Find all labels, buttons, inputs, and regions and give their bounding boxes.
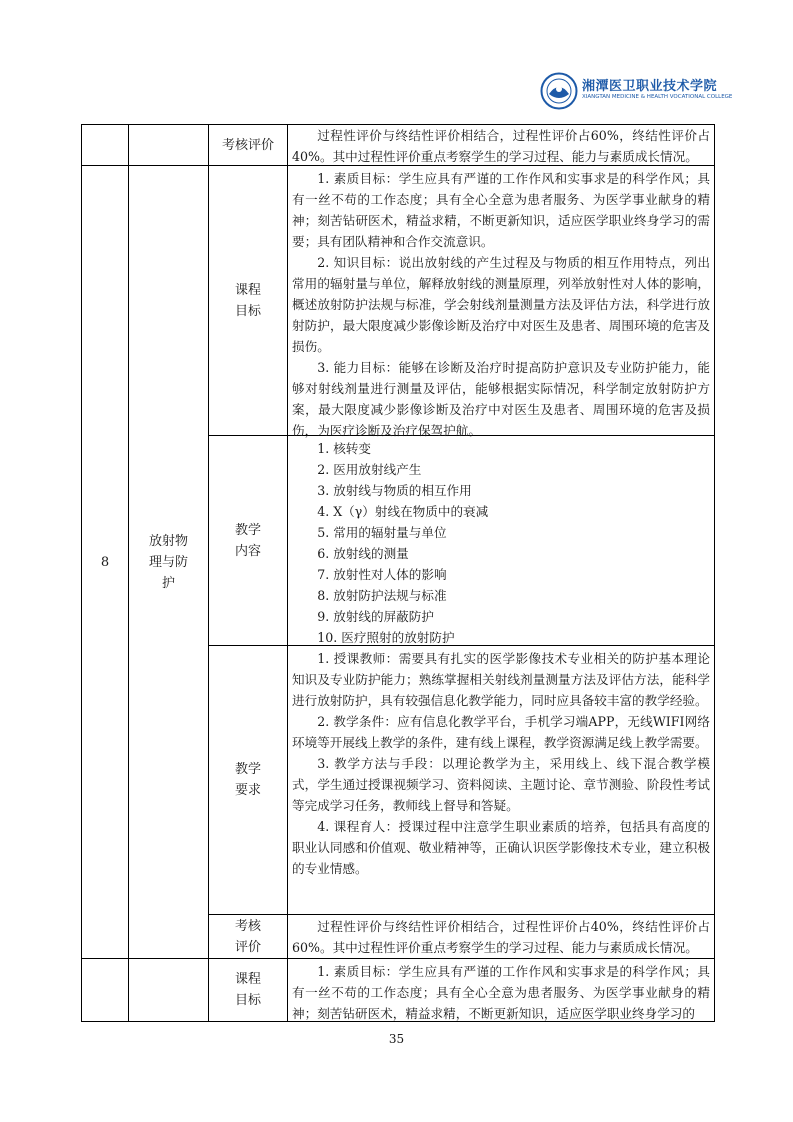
list-item: 10. 医疗照射的放射防护 xyxy=(317,630,455,645)
course-name-cell xyxy=(128,125,208,166)
requirements-text: 1. 授课教师：需要具有扎实的医学影像技术专业相关的防护基本理论知识及专业防护能力；熟练掌握相关射线剂量测量方法及评估方法，能科学进行放射防护，具有较强信息化教学能力，同时应具备较丰富的教学经验。 2. 教学条件：应有信息化教学平台，手机学习端APP，无线WIFI网络环境等开展线上教学的条件，建有线上课程，教学资源满足线上教学需要。 3. 教学方法与手段：以理论教学为主，采用线上、线下混合教学模式，学生通过授课视频学习、资料阅读、主题讨论、章节测验、阶段性考试等完成学习任务，教师线上督导和答疑。 4. 课程育人：授课过程中注意学生职业素质的培养，包括具有高度的职业认同感和价值观、敬业精神等，正确认识医学影像技术专业，建立积极的专业情感。 xyxy=(287,646,715,915)
list-item: 8. 放射防护法规与标准 xyxy=(317,588,447,603)
content-list xyxy=(287,436,715,646)
school-logo xyxy=(540,72,733,112)
course-number: 8 xyxy=(81,166,128,959)
page-number: 35 xyxy=(388,1032,405,1046)
row-label: 考核评价 xyxy=(208,915,287,959)
list-item: 1. 核转变 xyxy=(317,441,371,456)
list-item: 9. 放射线的屏蔽防护 xyxy=(317,609,434,624)
course-name-cell xyxy=(128,959,208,1022)
objectives-text: 1. 素质目标：学生应具有严谨的工作作风和实事求是的科学作风；具有一丝不苟的工作态度；具有全心全意为患者服务、为医学事业献身的精神；刻苦钻研医术，精益求精，不断更新知识，适应医学职业终身学习的 xyxy=(287,959,715,1022)
row-label: 课程目标 xyxy=(208,166,287,436)
list-item: 3. 放射线与物质的相互作用 xyxy=(317,483,472,498)
table-row xyxy=(208,915,715,959)
curriculum-table xyxy=(81,124,715,1022)
school-emblem-icon xyxy=(540,72,578,110)
course-block xyxy=(81,166,715,959)
list-item: 2. 医用放射线产生 xyxy=(317,462,422,477)
school-name: 湘潭医卫职业技术学院 xyxy=(582,79,718,94)
school-name-en: XIANGTAN MEDICINE & HEALTH VOCATIONAL COLLEGE xyxy=(582,94,733,100)
list-item: 6. 放射线的测量 xyxy=(317,546,409,561)
course-detail-column xyxy=(208,166,715,959)
table-row xyxy=(208,166,715,436)
assessment-text: 过程性评价与终结性评价相结合，过程性评价占60%，终结性评价占40%。其中过程性评价重点考察学生的学习过程、能力与素质成长情况。 xyxy=(287,125,715,166)
row-label: 教学内容 xyxy=(208,436,287,646)
course-name: 放射物理与防护 xyxy=(128,166,208,959)
list-item: 4. X（γ）射线在物质中的衰减 xyxy=(317,504,489,519)
assessment-text: 过程性评价与终结性评价相结合，过程性评价占40%，终结性评价占60%。其中过程性评价重点考察学生的学习过程、能力与素质成长情况。 xyxy=(287,915,715,959)
objectives-text: 1. 素质目标：学生应具有严谨的工作作风和实事求是的科学作风；具有一丝不苟的工作态度；具有全心全意为患者服务、为医学事业献身的精神；刻苦钻研医术，精益求精，不断更新知识，适应医学职业终身学习的需要；具有团队精神和合作交流意识。 2. 知识目标：说出放射线的产生过程及与物质的相互作用特点，列出常用的辐射量与单位，解释放射线的测量原理，列举放射性对人体的影响，概述放射防护法规与标准，学会射线剂量测量方法及评估方法，科学进行放射防护，最大限度减少影像诊断及治疗中对医生及患者、周围环境的危害及损伤。 3. 能力目标：能够在诊断及治疗时提高防护意识及专业防护能力，能够对射线剂量进行测量及评估，能够根据实际情况，科学制定放射防护方案，最大限度减少影像诊断及治疗中对医生及患者、周围环境的危害及损伤，为医疗诊断及治疗保驾护航。 xyxy=(287,166,715,436)
number-cell xyxy=(81,959,128,1022)
table-row xyxy=(208,436,715,646)
row-label: 教学要求 xyxy=(208,646,287,915)
table-row xyxy=(208,646,715,915)
row-label: 课程目标 xyxy=(208,959,287,1022)
list-item: 7. 放射性对人体的影响 xyxy=(317,567,447,582)
row-label: 考核评价 xyxy=(208,125,287,166)
table-row xyxy=(81,959,715,1022)
number-cell xyxy=(81,125,128,166)
list-item: 5. 常用的辐射量与单位 xyxy=(317,525,447,540)
table-row xyxy=(81,125,715,166)
